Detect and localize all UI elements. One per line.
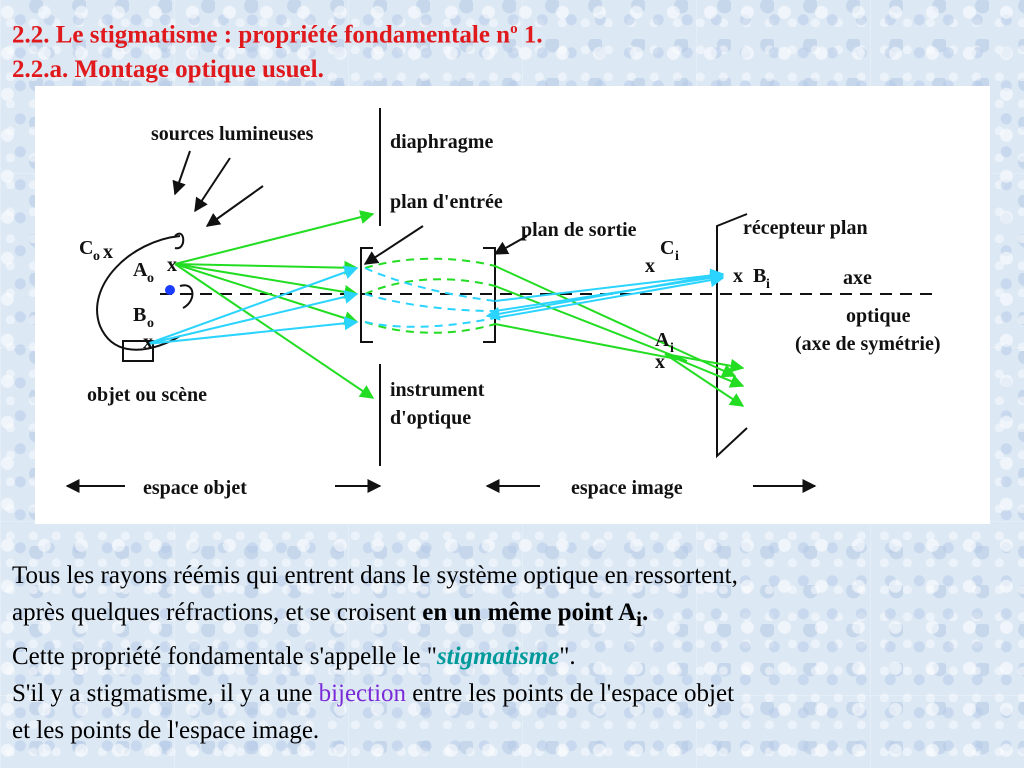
svg-text:o: o — [93, 249, 100, 264]
svg-text:C: C — [660, 237, 675, 259]
point-label-ao — [133, 254, 177, 286]
svg-text:B: B — [753, 265, 767, 287]
label-espace-objet: espace objet — [143, 477, 247, 499]
svg-text:C: C — [79, 237, 94, 259]
paragraph-line-2: après quelques réfractions, et se croisent en un même point $A_i$. — [12, 599, 649, 631]
svg-text:A: A — [133, 259, 148, 281]
paragraph-line-1: Tous les rayons réémis qui entrent dans le système optique en ressortent, — [12, 562, 738, 589]
point-label-ai — [655, 329, 674, 373]
svg-text:x: x — [103, 241, 113, 263]
point-label-co — [79, 237, 113, 264]
label-sources: sources lumineuses — [151, 123, 314, 145]
svg-text:i: i — [675, 249, 679, 264]
label-optique: optique — [846, 305, 911, 327]
svg-text:i: i — [766, 277, 770, 292]
explanation-text — [12, 557, 1012, 749]
label-objet-scene: objet ou scène — [87, 384, 207, 406]
point-label-bo — [133, 304, 154, 353]
svg-text:o: o — [147, 316, 154, 331]
section-title: 2.2. Le stigmatisme : propriété fondamentale $n^o$ 1. — [12, 21, 543, 49]
optical-setup-diagram — [35, 86, 990, 524]
label-axe-symetrie: (axe de symétrie) — [795, 333, 941, 355]
svg-text:A: A — [655, 329, 670, 351]
label-d-optique: d'optique — [390, 407, 472, 429]
receiver-plane — [717, 214, 747, 456]
label-plan-sortie: plan de sortie — [521, 219, 637, 241]
svg-text:x: x — [143, 331, 153, 353]
paragraph-line-4: S'il y a stigmatisme, il y a une bijection entre les points de l'espace objet — [12, 680, 735, 707]
svg-text:x: x — [167, 254, 177, 276]
label-axe: axe — [843, 267, 872, 289]
label-instrument: instrument — [390, 379, 485, 401]
light-source-arrows — [175, 151, 263, 226]
svg-text:x: x — [655, 351, 665, 373]
svg-text:x: x — [645, 255, 655, 277]
svg-text:o: o — [147, 271, 154, 286]
label-plan-entree: plan d'entrée — [390, 191, 503, 213]
svg-text:i: i — [670, 341, 674, 356]
label-espace-image: espace image — [571, 477, 683, 499]
green-rays — [175, 214, 743, 406]
stigmatisme-term: stigmatisme — [436, 643, 560, 670]
subsection-title: 2.2.a. Montage optique usuel. — [12, 56, 324, 83]
svg-text:x: x — [733, 265, 743, 287]
paragraph-line-3: Cette propriété fondamentale s'appelle le "stigmatisme". — [12, 643, 576, 670]
svg-text:B: B — [133, 304, 147, 326]
object-point-dot — [165, 285, 175, 295]
point-label-bi — [733, 265, 770, 292]
paragraph-line-5: et les points de l'espace image. — [12, 717, 320, 744]
label-recepteur: récepteur plan — [743, 217, 868, 239]
point-label-ci — [645, 237, 679, 277]
bijection-term: bijection — [318, 680, 407, 707]
label-diaphragme: diaphragme — [390, 131, 494, 153]
